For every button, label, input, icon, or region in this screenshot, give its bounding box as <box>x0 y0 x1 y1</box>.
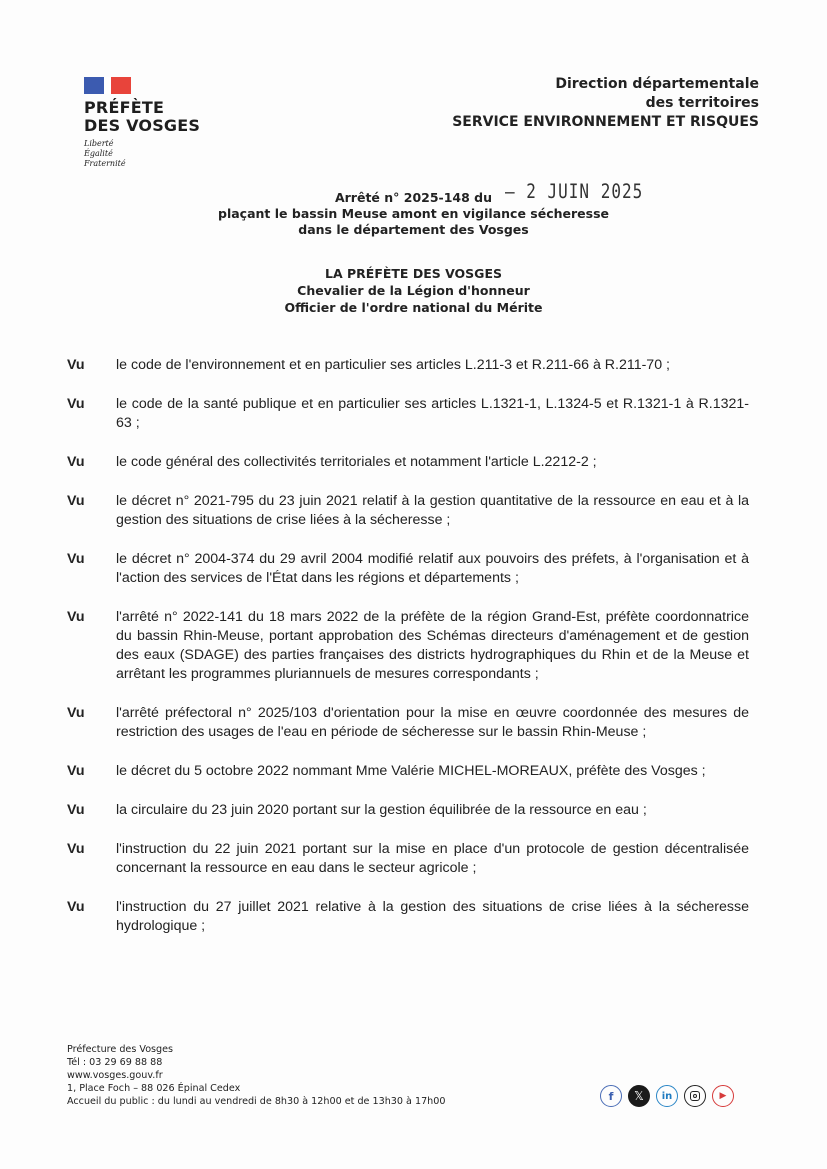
vu-label: Vu <box>67 551 85 567</box>
motto-liberte: Liberté <box>84 139 114 148</box>
consideration-text: le code de la santé publique et en particulier ses articles L.1321-1, L.1324-5 et R.1321-1 à R.1321-63 ; <box>116 396 749 431</box>
consideration-item <box>67 395 749 433</box>
direction-line2: des territoires <box>645 95 759 111</box>
authority-line2: Chevalier de la Légion d'honneur <box>297 283 530 298</box>
x-glyph: 𝕏 <box>634 1089 644 1103</box>
consideration-item <box>67 898 749 936</box>
vu-label: Vu <box>67 454 85 470</box>
footer-org: Préfecture des Vosges <box>67 1044 174 1055</box>
footer-address: 1, Place Foch – 88 026 Épinal Cedex <box>67 1083 241 1094</box>
youtube-glyph: ▶ <box>719 1091 727 1101</box>
motto-fraternite: Fraternité <box>84 159 126 168</box>
vu-label: Vu <box>67 493 85 509</box>
consideration-item <box>67 840 749 878</box>
flag-blue <box>84 77 104 94</box>
consideration-text: l'instruction du 22 juin 2021 portant sur la mise en place d'un protocole de gestion décentralisée concernant la ressource en eau dans le secteur agricole ; <box>116 841 749 876</box>
french-flag-icon <box>84 77 131 94</box>
footer-contact <box>67 1043 445 1108</box>
arrete-subject-line2: dans le département des Vosges <box>298 222 529 237</box>
x-twitter-icon[interactable] <box>628 1085 650 1107</box>
logo-title <box>84 99 200 135</box>
arrete-number-line <box>0 180 827 206</box>
vu-label: Vu <box>67 396 85 412</box>
considerations-list <box>67 356 749 936</box>
logo-title-line2: DES VOSGES <box>84 116 201 135</box>
linkedin-glyph: in <box>661 1090 673 1102</box>
flag-red <box>111 77 131 94</box>
consideration-text: le code général des collectivités territoriales et notamment l'article L.2212-2 ; <box>116 454 597 470</box>
footer-hours: Accueil du public : du lundi au vendredi de 8h30 à 12h00 et de 13h30 à 17h00 <box>67 1096 446 1107</box>
consideration-item <box>67 550 749 588</box>
consideration-text: le décret n° 2021-795 du 23 juin 2021 relatif à la gestion quantitative de la ressource en eau et à la gestion des situations de crise liées à la sécheresse ; <box>116 493 749 528</box>
republic-motto <box>84 139 200 169</box>
footer-phone: Tél : 03 29 69 88 88 <box>67 1057 163 1068</box>
social-links <box>600 1085 734 1107</box>
facebook-icon[interactable] <box>600 1085 622 1107</box>
consideration-item <box>67 492 749 530</box>
linkedin-icon[interactable] <box>656 1085 678 1107</box>
vu-label: Vu <box>67 609 85 625</box>
direction-line1: Direction départementale <box>555 76 759 92</box>
youtube-icon[interactable] <box>712 1085 734 1107</box>
logo-title-line1: PRÉFÈTE <box>84 98 165 117</box>
motto-egalite: Égalité <box>84 149 113 158</box>
consideration-item <box>67 356 749 375</box>
authority-line3: Officier de l'ordre national du Mérite <box>284 300 543 315</box>
consideration-item <box>67 762 749 781</box>
instagram-camera-glyph <box>690 1091 700 1101</box>
arrete-title <box>0 180 827 238</box>
consideration-item <box>67 453 749 472</box>
vu-label: Vu <box>67 763 85 779</box>
arrete-subject-line1: plaçant le bassin Meuse amont en vigilance sécheresse <box>218 206 609 221</box>
vu-label: Vu <box>67 802 85 818</box>
flag-white <box>104 77 111 94</box>
instagram-icon[interactable] <box>684 1085 706 1107</box>
facebook-glyph: f <box>608 1089 614 1103</box>
consideration-text: le décret n° 2004-374 du 29 avril 2004 modifié relatif aux pouvoirs des préfets, à l'organisation et à l'action des services de l'État dans les régions et départements ; <box>116 551 749 586</box>
authority-block <box>0 265 827 316</box>
consideration-item <box>67 801 749 820</box>
vu-label: Vu <box>67 705 85 721</box>
direction-line3: SERVICE ENVIRONNEMENT ET RISQUES <box>452 114 759 130</box>
issuing-department <box>452 75 759 132</box>
consideration-item <box>67 704 749 742</box>
arrete-number: Arrêté n° 2025-148 du <box>334 190 493 205</box>
authority-line1: LA PRÉFÈTE DES VOSGES <box>325 266 502 281</box>
consideration-text: l'instruction du 27 juillet 2021 relative à la gestion des situations de crise liées à la sécheresse hydrologique ; <box>116 899 749 934</box>
consideration-text: le code de l'environnement et en particulier ses articles L.211-3 et R.211-66 à R.211-70 ; <box>116 357 670 373</box>
consideration-text: l'arrêté n° 2022-141 du 18 mars 2022 de la préfète de la région Grand-Est, préfète coordonnatrice du bassin Rhin-Meuse, portant approbation des Schémas directeurs d'aménagement et de gestion des eaux (SDAGE) des parties françaises des districts hydrographiques du Rhin et de la Meuse et arrêtant les programmes pluriannuels de mesures correspondants ; <box>116 609 749 682</box>
consideration-text: le décret du 5 octobre 2022 nommant Mme Valérie MICHEL-MOREAUX, préfète des Vosges ; <box>116 763 706 779</box>
vu-label: Vu <box>67 841 85 857</box>
prefecture-logo <box>84 77 200 169</box>
footer-website[interactable]: www.vosges.gouv.fr <box>67 1070 163 1081</box>
consideration-text: l'arrêté préfectoral n° 2025/103 d'orientation pour la mise en œuvre coordonnée des mesures de restriction des usages de l'eau en période de sécheresse sur le bassin Rhin-Meuse ; <box>116 705 749 740</box>
consideration-item <box>67 608 749 684</box>
vu-label: Vu <box>67 357 85 373</box>
consideration-text: la circulaire du 23 juin 2020 portant sur la gestion équilibrée de la ressource en eau ; <box>116 802 647 818</box>
date-stamp: – 2 JUIN 2025 <box>505 180 644 203</box>
vu-label: Vu <box>67 899 85 915</box>
